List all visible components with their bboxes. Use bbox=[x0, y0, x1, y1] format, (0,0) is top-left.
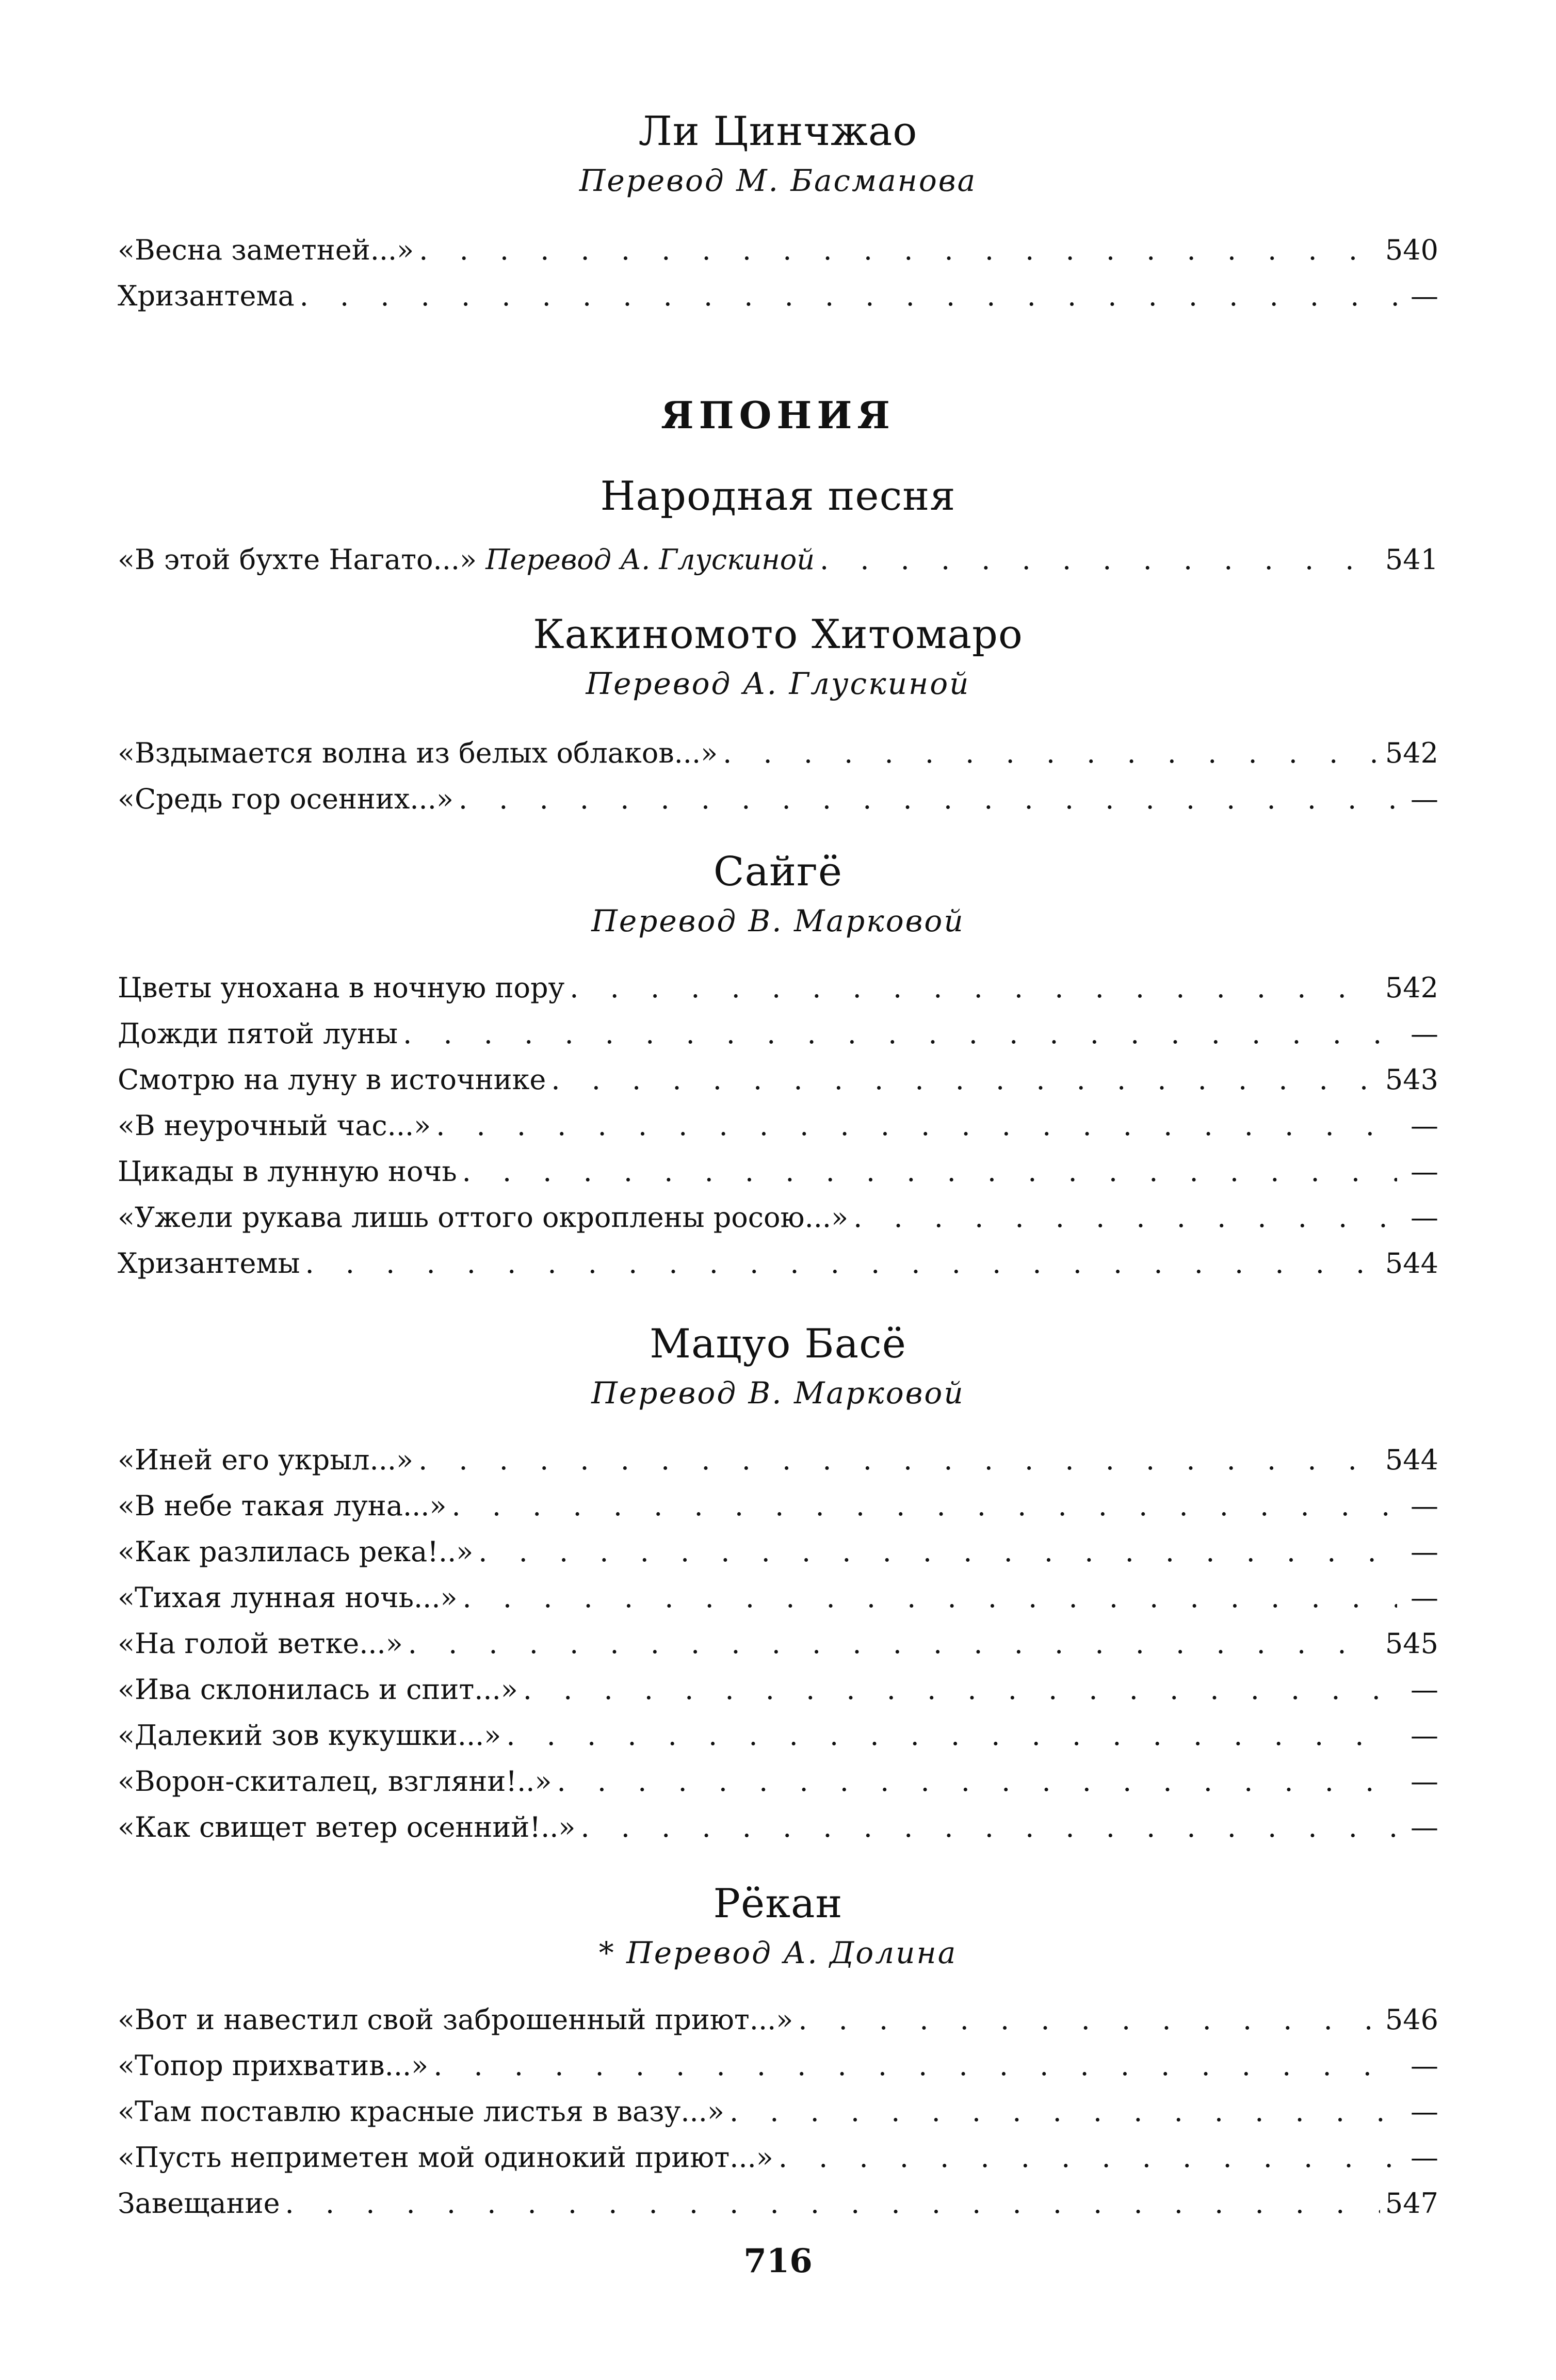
entry-page: — bbox=[1411, 2049, 1438, 2082]
translator-line: * Перевод А. Долина bbox=[598, 1935, 958, 1970]
entry-title: Цветы унохана в ночную пору bbox=[118, 972, 565, 1004]
entry-title: «Пусть неприметен мой одинокий приют...» bbox=[118, 2141, 773, 2174]
entry-title: «В неурочный час...» bbox=[118, 1109, 431, 1142]
entry-title: «Средь гор осенних...» bbox=[118, 783, 453, 815]
leader-dots bbox=[418, 1437, 1380, 1483]
entry-title: Хризантема bbox=[118, 280, 295, 312]
entry-page: — bbox=[1411, 1811, 1438, 1843]
leader-dots bbox=[419, 227, 1380, 273]
toc-entry bbox=[118, 2043, 1438, 2088]
leader-dots bbox=[853, 1194, 1397, 1240]
toc-entry bbox=[118, 1712, 1438, 1758]
leader-dots bbox=[478, 1529, 1397, 1575]
section-kakinomoto bbox=[118, 609, 1438, 707]
entries-ryokan bbox=[118, 1997, 1438, 2226]
toc-entry bbox=[118, 227, 1438, 273]
entry-page: — bbox=[1411, 1489, 1438, 1522]
entry-page: — bbox=[1411, 1581, 1438, 1614]
entry-page: — bbox=[1411, 1017, 1438, 1050]
toc-entry bbox=[118, 965, 1438, 1011]
entry-title: «Вот и навестил свой заброшенный приют...» bbox=[118, 2003, 793, 2036]
entry-title: «Там поставлю красные листья в вазу...» bbox=[118, 2095, 724, 2128]
entry-page: 541 bbox=[1385, 543, 1438, 576]
leader-dots bbox=[305, 1240, 1380, 1286]
leader-dots bbox=[723, 730, 1380, 776]
author-heading: Ли Цинчжао bbox=[638, 108, 918, 155]
entry-page: — bbox=[1411, 2141, 1438, 2174]
entry-title: «Тихая лунная ночь...» bbox=[118, 1581, 458, 1614]
entry-title: Дожди пятой луны bbox=[118, 1017, 398, 1050]
toc-entry bbox=[118, 1997, 1438, 2043]
leader-dots bbox=[570, 965, 1380, 1011]
entry-page: 540 bbox=[1385, 234, 1438, 266]
entry-page: — bbox=[1411, 1719, 1438, 1752]
leader-dots bbox=[436, 1103, 1397, 1148]
leader-dots bbox=[459, 776, 1397, 822]
section-ryokan bbox=[118, 1878, 1438, 1976]
toc-entry bbox=[118, 1621, 1438, 1666]
leader-dots bbox=[506, 1712, 1397, 1758]
entry-page: — bbox=[1411, 1155, 1438, 1188]
toc-entry bbox=[118, 1103, 1438, 1148]
leader-dots bbox=[403, 1011, 1397, 1057]
entry-page: — bbox=[1411, 1673, 1438, 1706]
author-heading: Сайгё bbox=[713, 849, 843, 895]
toc-entry bbox=[118, 2180, 1438, 2226]
toc-entry bbox=[118, 1666, 1438, 1712]
entries-saigyo bbox=[118, 965, 1438, 1286]
leader-dots bbox=[408, 1621, 1380, 1666]
translator-line: Перевод М. Басманова bbox=[579, 163, 977, 198]
author-heading: Какиномото Хитомаро bbox=[533, 611, 1023, 658]
entry-translator: Перевод А. Глускиной bbox=[485, 543, 815, 576]
leader-dots bbox=[551, 1057, 1380, 1103]
toc-entry bbox=[118, 1804, 1438, 1850]
leader-dots bbox=[285, 2180, 1380, 2226]
leader-dots bbox=[580, 1804, 1397, 1850]
entry-page: 542 bbox=[1385, 972, 1438, 1004]
entry-page: — bbox=[1411, 1535, 1438, 1568]
entry-page: — bbox=[1411, 1201, 1438, 1234]
country-japan bbox=[118, 390, 1438, 441]
toc-entry bbox=[118, 1011, 1438, 1057]
entry-title: «Ива склонилась и спит...» bbox=[118, 1673, 518, 1706]
translator-line: Перевод А. Глускиной bbox=[586, 666, 970, 701]
entry-page: 544 bbox=[1385, 1247, 1438, 1280]
entry-title: «Ужели рукава лишь оттого окроплены росою...» bbox=[118, 1201, 849, 1234]
translator-line: Перевод В. Марковой bbox=[591, 903, 965, 938]
toc-entry bbox=[118, 776, 1438, 822]
entry-page: 545 bbox=[1385, 1627, 1438, 1660]
section-saigyo bbox=[118, 846, 1438, 944]
entry-page: 547 bbox=[1385, 2187, 1438, 2220]
toc-entry bbox=[118, 1148, 1438, 1194]
toc-entry bbox=[118, 1437, 1438, 1483]
entry-title: Завещание bbox=[118, 2187, 280, 2220]
section-folk-song bbox=[118, 471, 1438, 522]
toc-entry bbox=[118, 1483, 1438, 1529]
entry-title: «Далекий зов кукушки...» bbox=[118, 1719, 501, 1752]
entry-title: «Как свищет ветер осенний!..» bbox=[118, 1811, 576, 1843]
entry-title: «Топор прихватив...» bbox=[118, 2049, 429, 2082]
entries-folk-song bbox=[118, 537, 1438, 582]
toc-entry bbox=[118, 1194, 1438, 1240]
translator-line: Перевод В. Марковой bbox=[591, 1375, 965, 1411]
entries-li-qingzhao bbox=[118, 227, 1438, 319]
entry-title: «Ворон-скиталец, взгляни!..» bbox=[118, 1765, 552, 1798]
toc-entry bbox=[118, 1240, 1438, 1286]
toc-entry bbox=[118, 1057, 1438, 1103]
section-li-qingzhao bbox=[118, 106, 1438, 204]
entries-kakinomoto bbox=[118, 730, 1438, 822]
entry-page: 542 bbox=[1385, 737, 1438, 769]
entry-page: — bbox=[1411, 1109, 1438, 1142]
leader-dots bbox=[730, 2088, 1397, 2134]
toc-entry bbox=[118, 537, 1438, 582]
leader-dots bbox=[452, 1483, 1397, 1529]
entry-title: «Иней его укрыл...» bbox=[118, 1444, 414, 1476]
entries-basho bbox=[118, 1437, 1438, 1850]
entry-page: — bbox=[1411, 280, 1438, 312]
entry-title: «На голой ветке...» bbox=[118, 1627, 403, 1660]
entry-page: — bbox=[1411, 783, 1438, 815]
toc-entry bbox=[118, 730, 1438, 776]
leader-dots bbox=[557, 1758, 1397, 1804]
leader-dots bbox=[433, 2043, 1397, 2088]
leader-dots bbox=[523, 1666, 1397, 1712]
section-basho bbox=[118, 1318, 1438, 1416]
entry-page: — bbox=[1411, 1765, 1438, 1798]
toc-entry bbox=[118, 1758, 1438, 1804]
entry-title: «Вздымается волна из белых облаков...» bbox=[118, 737, 718, 769]
toc-entry bbox=[118, 1529, 1438, 1575]
author-heading: Мацуо Басё bbox=[650, 1321, 906, 1367]
entry-title: «В небе такая луна...» bbox=[118, 1489, 447, 1522]
entry-page: 546 bbox=[1385, 2003, 1438, 2036]
country-heading: ЯПОНИЯ bbox=[661, 393, 895, 437]
toc-entry bbox=[118, 273, 1438, 319]
leader-dots bbox=[300, 273, 1397, 319]
entry-title: Хризантемы bbox=[118, 1247, 300, 1280]
toc-entry bbox=[118, 2134, 1438, 2180]
author-heading: Народная песня bbox=[600, 473, 956, 520]
leader-dots bbox=[463, 1575, 1397, 1621]
entry-title: «В этой бухте Нагато...» bbox=[118, 543, 477, 576]
entry-title: «Как разлилась река!..» bbox=[118, 1535, 474, 1568]
leader-dots bbox=[779, 2134, 1397, 2180]
entry-page: 544 bbox=[1385, 1444, 1438, 1476]
entry-page: — bbox=[1411, 2095, 1438, 2128]
entry-page: 543 bbox=[1385, 1063, 1438, 1096]
toc-entry bbox=[118, 2088, 1438, 2134]
author-heading: Рёкан bbox=[713, 1881, 843, 1927]
toc-entry bbox=[118, 1575, 1438, 1621]
entry-title: Смотрю на луну в источнике bbox=[118, 1063, 546, 1096]
leader-dots bbox=[462, 1148, 1397, 1194]
page-number: 716 bbox=[743, 2242, 813, 2280]
entry-title: Цикады в лунную ночь bbox=[118, 1155, 457, 1188]
leader-dots bbox=[798, 1997, 1380, 2043]
leader-dots bbox=[820, 537, 1380, 582]
entry-title: «Весна заметней...» bbox=[118, 234, 414, 266]
